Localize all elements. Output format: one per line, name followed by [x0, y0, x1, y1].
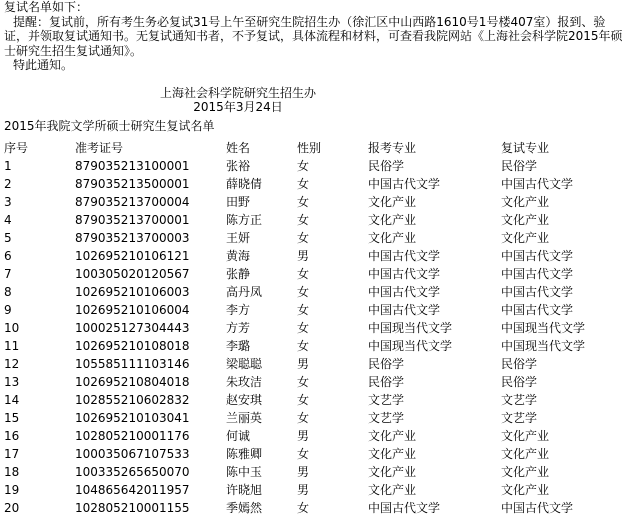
header-gender: 性别: [297, 141, 322, 155]
cell-index: 16: [4, 429, 20, 443]
header-applied-major: 报考专业: [368, 141, 417, 155]
cell-gender: 女: [297, 195, 310, 209]
cell-name: 黄海: [226, 249, 251, 263]
cell-retest-major: 中国现当代文学: [501, 339, 586, 353]
cell-retest-major: 中国古代文学: [501, 267, 574, 281]
cell-name: 张裕: [226, 159, 251, 173]
cell-index: 10: [4, 321, 20, 335]
cell-index: 3: [4, 195, 12, 209]
cell-index: 7: [4, 267, 12, 281]
cell-gender: 女: [297, 303, 310, 317]
cell-exam-id: 100025127304443: [75, 321, 190, 335]
cell-gender: 女: [297, 375, 310, 389]
cell-exam-id: 100335265650070: [75, 465, 190, 479]
cell-name: 陈中玉: [226, 465, 263, 479]
cell-index: 19: [4, 483, 20, 497]
cell-index: 11: [4, 339, 20, 353]
table-row: [4, 481, 620, 499]
cell-applied-major: 文化产业: [368, 483, 417, 497]
cell-exam-id: 879035213700003: [75, 231, 190, 245]
cell-applied-major: 民俗学: [368, 375, 405, 389]
table-row: [4, 247, 620, 265]
table-row: [4, 355, 620, 373]
cell-index: 5: [4, 231, 12, 245]
cell-exam-id: 879035213700001: [75, 213, 190, 227]
cell-gender: 女: [297, 321, 310, 335]
cell-exam-id: 102695210103041: [75, 411, 190, 425]
signoff-block: [160, 86, 316, 114]
cell-name: 梁聪聪: [226, 357, 263, 371]
header-name: 姓名: [226, 141, 251, 155]
cell-retest-major: 文化产业: [501, 429, 550, 443]
cell-retest-major: 文化产业: [501, 195, 550, 209]
signoff-org: 上海社会科学院研究生招生办: [160, 86, 317, 100]
cell-exam-id: 102695210108018: [75, 339, 190, 353]
cell-retest-major: 文化产业: [501, 231, 550, 245]
table-row: [4, 175, 620, 193]
notice-line-2: 证，并领取复试通知书。无复试通知书者，不予复试，具体流程和材料，可查看我院网站《上海社会科学院2015年硕: [4, 29, 623, 43]
cell-exam-id: 879035213500001: [75, 177, 190, 191]
cell-exam-id: 102695210106004: [75, 303, 190, 317]
cell-retest-major: 民俗学: [501, 159, 538, 173]
intro-heading: 复试名单如下：: [4, 0, 89, 14]
cell-gender: 男: [297, 357, 310, 371]
table-row: [4, 193, 620, 211]
cell-gender: 女: [297, 213, 310, 227]
header-retest-major: 复试专业: [501, 141, 550, 155]
cell-retest-major: 文化产业: [501, 213, 550, 227]
table-row: [4, 373, 620, 391]
cell-gender: 女: [297, 447, 310, 461]
cell-name: 许晓旭: [226, 483, 263, 497]
cell-index: 15: [4, 411, 20, 425]
table-row: [4, 265, 620, 283]
cell-retest-major: 中国古代文学: [501, 303, 574, 317]
notice-line-3: 士研究生招生复试通知》。: [4, 43, 143, 58]
cell-gender: 女: [297, 285, 310, 299]
cell-name: 季嫣然: [226, 501, 263, 515]
list-title: 2015年我院文学所硕士研究生复试名单: [4, 119, 215, 133]
table-row: [4, 337, 620, 355]
table-row: [4, 211, 620, 229]
table-row: [4, 319, 620, 337]
cell-index: 4: [4, 213, 12, 227]
cell-name: 陈方正: [226, 213, 263, 227]
cell-name: 李方: [226, 303, 251, 317]
cell-exam-id: 102855210602832: [75, 393, 190, 407]
cell-applied-major: 中国古代文学: [368, 267, 441, 281]
table-row: [4, 301, 620, 319]
cell-applied-major: 中国古代文学: [368, 177, 441, 191]
header-exam-id: 准考证号: [75, 141, 124, 155]
cell-exam-id: 104865642011957: [75, 483, 190, 497]
cell-gender: 女: [297, 393, 310, 407]
cell-exam-id: 102695210106121: [75, 249, 190, 263]
cell-index: 14: [4, 393, 20, 407]
cell-applied-major: 文化产业: [368, 231, 417, 245]
cell-name: 李璐: [226, 339, 251, 353]
cell-applied-major: 文化产业: [368, 195, 417, 209]
cell-name: 兰丽英: [226, 411, 263, 425]
cell-name: 张静: [226, 267, 251, 281]
cell-gender: 男: [297, 429, 310, 443]
cell-retest-major: 中国古代文学: [501, 249, 574, 263]
table-row: [4, 427, 620, 445]
cell-retest-major: 文艺学: [501, 411, 538, 425]
cell-exam-id: 100035067107533: [75, 447, 190, 461]
cell-gender: 女: [297, 501, 310, 515]
cell-retest-major: 文艺学: [501, 393, 538, 407]
cell-exam-id: 879035213700004: [75, 195, 190, 209]
cell-index: 12: [4, 357, 20, 371]
cell-index: 2: [4, 177, 12, 191]
intro-block: [4, 0, 624, 73]
cell-gender: 女: [297, 231, 310, 245]
signoff-date: 2015年3月24日: [193, 100, 283, 114]
cell-exam-id: 102695210106003: [75, 285, 190, 299]
cell-gender: 女: [297, 159, 310, 173]
cell-gender: 男: [297, 249, 310, 263]
cell-exam-id: 102805210001155: [75, 501, 190, 515]
table-row: [4, 409, 620, 427]
cell-retest-major: 中国古代文学: [501, 177, 574, 191]
cell-name: 何诚: [226, 429, 251, 443]
cell-index: 17: [4, 447, 20, 461]
cell-applied-major: 中国古代文学: [368, 249, 441, 263]
cell-exam-id: 102805210001176: [75, 429, 190, 443]
cell-gender: 男: [297, 465, 310, 479]
cell-index: 8: [4, 285, 12, 299]
cell-retest-major: 文化产业: [501, 483, 550, 497]
cell-applied-major: 文化产业: [368, 447, 417, 461]
notice-line-1: 提醒：复试前，所有考生务必复试31号上午至研究生院招生办（徐汇区中山西路1610号1号楼407室）报到、验: [13, 14, 606, 29]
cell-exam-id: 100305020120567: [75, 267, 190, 281]
table-row: [4, 157, 620, 175]
notice-line-4: 特此通知。: [13, 58, 74, 72]
cell-exam-id: 102695210804018: [75, 375, 190, 389]
cell-retest-major: 中国现当代文学: [501, 321, 586, 335]
cell-retest-major: 中国古代文学: [501, 285, 574, 299]
header-index: 序号: [4, 141, 29, 155]
cell-index: 9: [4, 303, 12, 317]
cell-retest-major: 中国古代文学: [501, 501, 574, 515]
cell-index: 1: [4, 159, 12, 173]
cell-applied-major: 文化产业: [368, 429, 417, 443]
cell-exam-id: 105585111103146: [75, 357, 190, 371]
cell-applied-major: 文艺学: [368, 411, 405, 425]
cell-applied-major: 中国现当代文学: [368, 339, 453, 353]
cell-index: 13: [4, 375, 20, 389]
cell-name: 高丹凤: [226, 285, 263, 299]
table-row: [4, 463, 620, 481]
cell-name: 朱玫洁: [226, 375, 263, 389]
table-header-row: [4, 139, 620, 157]
cell-name: 田野: [226, 195, 251, 209]
table-body: [4, 157, 620, 517]
cell-name: 陈雅卿: [226, 447, 263, 461]
cell-name: 方芳: [226, 321, 251, 335]
table-row: [4, 229, 620, 247]
table-row: [4, 283, 620, 301]
cell-retest-major: 文化产业: [501, 447, 550, 461]
cell-applied-major: 文化产业: [368, 213, 417, 227]
cell-applied-major: 民俗学: [368, 159, 405, 173]
cell-applied-major: 中国古代文学: [368, 285, 441, 299]
cell-applied-major: 民俗学: [368, 357, 405, 371]
cell-gender: 女: [297, 339, 310, 353]
cell-retest-major: 民俗学: [501, 375, 538, 389]
cell-gender: 女: [297, 177, 310, 191]
cell-applied-major: 中国现当代文学: [368, 321, 453, 335]
cell-index: 20: [4, 501, 20, 515]
cell-name: 赵安琪: [226, 393, 263, 407]
cell-applied-major: 文艺学: [368, 393, 405, 407]
table-row: [4, 445, 620, 463]
cell-name: 王妍: [226, 231, 251, 245]
cell-applied-major: 中国古代文学: [368, 501, 441, 515]
cell-retest-major: 民俗学: [501, 357, 538, 371]
cell-applied-major: 文化产业: [368, 465, 417, 479]
cell-gender: 女: [297, 411, 310, 425]
candidate-table: [4, 139, 620, 517]
cell-gender: 男: [297, 483, 310, 497]
cell-applied-major: 中国古代文学: [368, 303, 441, 317]
table-row: [4, 391, 620, 409]
cell-index: 6: [4, 249, 12, 263]
cell-retest-major: 文化产业: [501, 465, 550, 479]
cell-name: 薛晓倩: [226, 177, 263, 191]
cell-index: 18: [4, 465, 20, 479]
cell-gender: 女: [297, 267, 310, 281]
cell-exam-id: 879035213100001: [75, 159, 190, 173]
table-row: [4, 499, 620, 517]
